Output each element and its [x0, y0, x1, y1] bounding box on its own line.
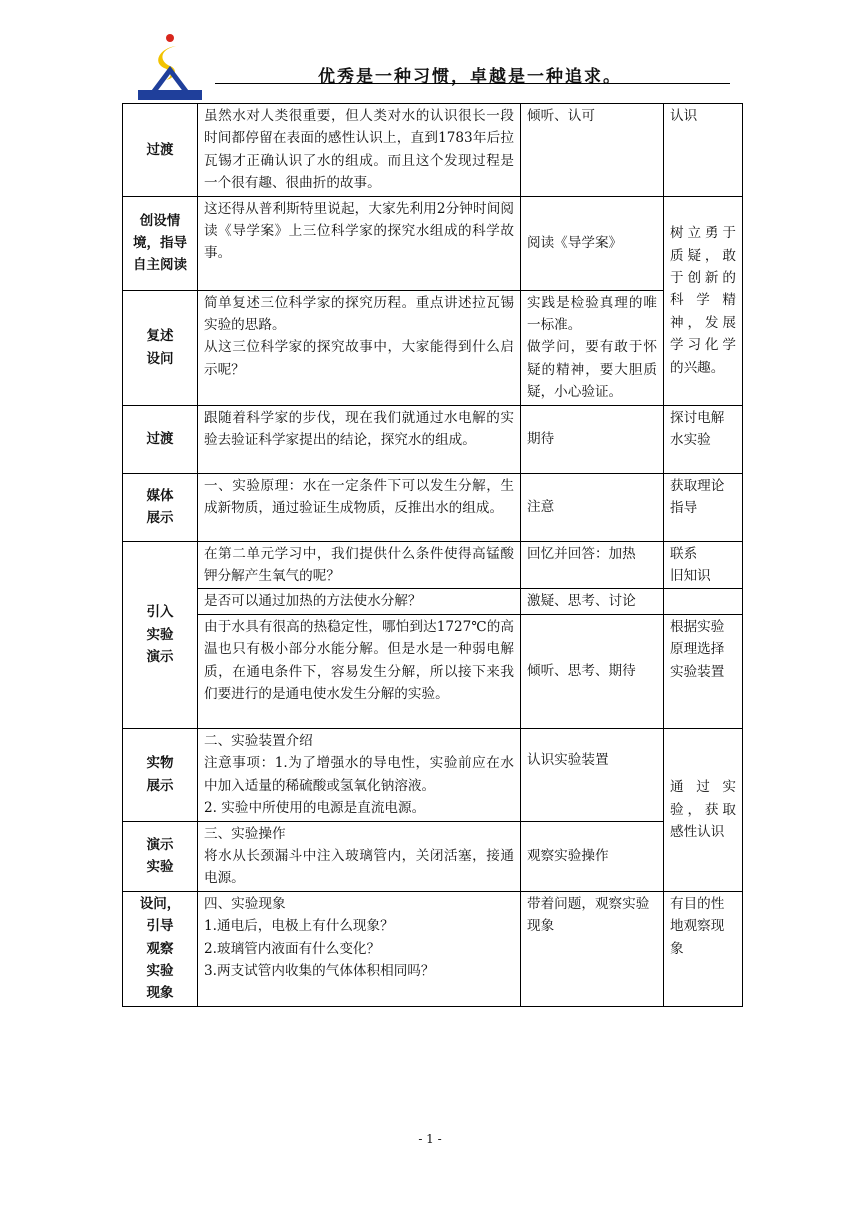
stage-cell: 复述 设问	[123, 290, 198, 405]
student-activity-cell: 认识实验装置	[521, 728, 664, 821]
stage-cell: 实物 展示	[123, 728, 198, 821]
student-activity-cell: 回忆并回答：加热	[521, 541, 664, 589]
table-row	[123, 104, 743, 197]
page-number: - 1 -	[418, 1132, 442, 1146]
design-intent-cell: 通过实验，获取感性认识	[664, 728, 743, 891]
header-motto: 优秀是一种习惯，卓越是一种追求。	[318, 67, 622, 87]
student-activity-cell: 实践是检验真理的唯一标准。 做学问，要有敢于怀疑的精神，要大胆质疑，小心验证。	[521, 290, 664, 405]
student-activity-cell: 期待	[521, 405, 664, 473]
teacher-activity-cell: 二、实验装置介绍 注意事项：1.为了增强水的导电性，实验前应在水中加入适量的稀硫酸或氢氧化钠溶液。 2. 实验中所使用的电源是直流电源。	[198, 728, 521, 821]
teacher-activity-cell: 一、实验原理：水在一定条件下可以发生分解，生成新物质，通过验证生成物质，反推出水的组成。	[198, 473, 521, 541]
teacher-activity-cell: 这还得从普利斯特里说起，大家先利用2分钟时间阅读《导学案》上三位科学家的探究水组成的科学故事。	[198, 196, 521, 290]
student-activity-cell: 倾听、思考、期待	[521, 614, 664, 728]
lesson-plan-table	[122, 103, 743, 1007]
table-row	[123, 290, 743, 405]
student-activity-cell: 观察实验操作	[521, 821, 664, 891]
design-intent-cell: 获取理论指导	[664, 473, 743, 541]
table-row	[123, 405, 743, 473]
torch-logo-icon	[130, 32, 210, 104]
design-intent-cell: 根据实验原理选择实验装置	[664, 614, 743, 728]
design-intent-cell	[664, 589, 743, 614]
teacher-activity-cell: 在第二单元学习中，我们提供什么条件使得高锰酸钾分解产生氧气的呢？	[198, 541, 521, 589]
teacher-activity-cell: 跟随着科学家的步伐，现在我们就通过水电解的实验去验证科学家提出的结论，探究水的组成。	[198, 405, 521, 473]
student-activity-cell: 倾听、认可	[521, 104, 664, 197]
design-intent-cell: 树立勇于质疑，敢于创新的科学精神，发展学习化学的兴趣。	[664, 196, 743, 405]
student-activity-cell: 注意	[521, 473, 664, 541]
stage-cell: 过渡	[123, 104, 198, 197]
student-activity-cell: 激疑、思考、讨论	[521, 589, 664, 614]
table-row	[123, 589, 743, 614]
student-activity-cell: 带着问题，观察实验现象	[521, 891, 664, 1006]
design-intent-cell: 认识	[664, 104, 743, 197]
stage-cell: 设问， 引导 观察 实验 现象	[123, 891, 198, 1006]
stage-cell: 媒体 展示	[123, 473, 198, 541]
student-activity-cell: 阅读《导学案》	[521, 196, 664, 290]
stage-cell: 演示 实验	[123, 821, 198, 891]
table-row	[123, 891, 743, 1006]
teacher-activity-cell: 由于水具有很高的热稳定性，哪怕到达1727℃的高温也只有极小部分水能分解。但是水是一种弱电解质，在通电条件下，容易发生分解，所以接下来我们要进行的是通电使水发生分解的实验。	[198, 614, 521, 728]
design-intent-cell: 联系 旧知识	[664, 541, 743, 589]
stage-cell: 引入 实验 演示	[123, 541, 198, 728]
table-row	[123, 473, 743, 541]
teacher-activity-cell: 三、实验操作 将水从长颈漏斗中注入玻璃管内，关闭活塞，接通电源。	[198, 821, 521, 891]
design-intent-cell: 有目的性地观察现象	[664, 891, 743, 1006]
teacher-activity-cell: 简单复述三位科学家的探究历程。重点讲述拉瓦锡实验的思路。 从这三位科学家的探究故事中，大家能得到什么启示呢？	[198, 290, 521, 405]
table-row	[123, 614, 743, 728]
teacher-activity-cell: 四、实验现象 1.通电后，电极上有什么现象？ 2.玻璃管内液面有什么变化？ 3.两支试管内收集的气体体积相同吗？	[198, 891, 521, 1006]
design-intent-cell: 探讨电解水实验	[664, 405, 743, 473]
table-row	[123, 821, 743, 891]
stage-cell: 创设情境，指导自主阅读	[123, 196, 198, 290]
table-row	[123, 541, 743, 589]
teacher-activity-cell: 虽然水对人类很重要，但人类对水的认识很长一段时间都停留在表面的感性认识上，直到1783年后拉瓦锡才正确认识了水的组成。而且这个发现过程是一个很有趣、很曲折的故事。	[198, 104, 521, 197]
header-divider	[215, 83, 730, 84]
table-row	[123, 196, 743, 290]
table-row	[123, 728, 743, 821]
stage-cell: 过渡	[123, 405, 198, 473]
teacher-activity-cell: 是否可以通过加热的方法使水分解？	[198, 589, 521, 614]
